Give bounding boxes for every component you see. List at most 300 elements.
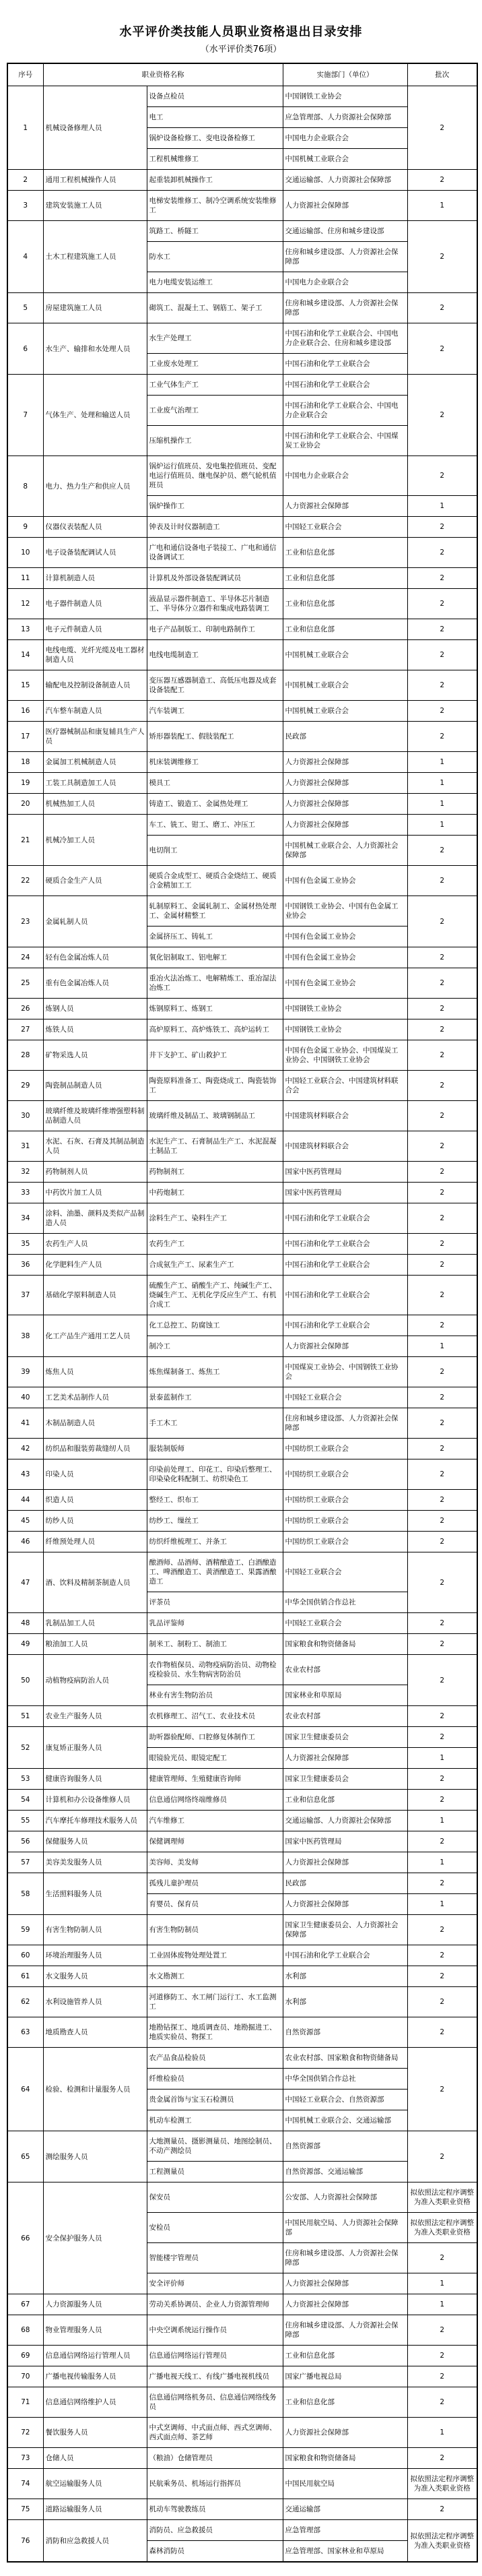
category-cell: 轻有色金属冶炼人员 (43, 947, 147, 968)
department-cell: 中国机械工业联合会 (283, 640, 407, 670)
department-cell: 工业和信息化部 (283, 538, 407, 568)
qualification-cell: 重冶火法冶炼工、电解精炼工、重冶湿法冶炼工 (147, 968, 283, 999)
qualification-cell: 锅炉设备检修工、变电设备检修工 (147, 128, 283, 149)
qualification-cell: 助听器验配师、口腔修复体制作工 (147, 1727, 283, 1748)
qualification-cell: 硬质合金成型工、硬质合金烧结工、硬质合金精加工工 (147, 866, 283, 896)
row-number-cell: 28 (7, 1040, 43, 1071)
category-cell: 纤维预处理人员 (43, 1532, 147, 1552)
department-cell: 住房和城乡建设部、人力资源社会保障部 (283, 1408, 407, 1439)
table-row (7, 1071, 477, 1101)
department-cell: 人力资源社会保障部 (283, 1894, 407, 1915)
department-cell: 人力资源社会保障部 (283, 2273, 407, 2294)
category-cell: 纺纱人员 (43, 1511, 147, 1532)
category-cell: 生活照料服务人员 (43, 1873, 147, 1915)
qualification-cell: 钟表及计时仪器制造工 (147, 517, 283, 538)
qual-table-body (7, 86, 477, 2563)
row-number-cell: 3 (7, 191, 43, 221)
qualification-cell: 井下支护工、矿山救护工 (147, 1040, 283, 1071)
row-number-cell: 32 (7, 1162, 43, 1183)
qualification-cell: 电切削工 (147, 836, 283, 866)
qualification-cell: 机动车检测工 (147, 2110, 283, 2131)
row-number-cell: 14 (7, 640, 43, 670)
batch-cell: 1 (407, 496, 477, 517)
qualification-cell: 农机修理工、沼气工、农业技术员 (147, 1706, 283, 1727)
department-cell: 工业和信息化部 (283, 568, 407, 589)
qualification-cell: 安检员 (147, 2213, 283, 2243)
department-cell: 中国建筑材料联合会 (283, 1131, 407, 1162)
department-cell: 人力资源社会保障部 (283, 773, 407, 794)
batch-cell: 2 (407, 2346, 477, 2366)
department-cell: 人力资源社会保障部 (283, 1748, 407, 1769)
category-cell: 环境治理服务人员 (43, 1945, 147, 1966)
department-cell: 中国轻工业联合会、自然资源部 (283, 2090, 407, 2110)
department-cell: 中国轻工业联合会 (283, 1613, 407, 1634)
row-number-cell: 58 (7, 1873, 43, 1915)
row-number-cell: 7 (7, 375, 43, 456)
category-cell: 重有色金属冶炼人员 (43, 968, 147, 999)
table-row (7, 1131, 477, 1162)
department-cell: 中国煤炭工业协会、中国钢铁工业协会 (283, 1357, 407, 1387)
category-cell: 信息通信网络维护人员 (43, 2387, 147, 2418)
category-cell: 电子器件制造人员 (43, 589, 147, 619)
row-number-cell: 35 (7, 1234, 43, 1255)
table-row (7, 1439, 477, 1459)
qualification-cell: 安全评价师 (147, 2273, 283, 2294)
department-cell: 人力资源社会保障部 (283, 1852, 407, 1873)
category-cell: 美容美发服务人员 (43, 1852, 147, 1873)
department-cell: 中国纺织工业联合会 (283, 1439, 407, 1459)
table-row (7, 1915, 477, 1945)
department-cell: 中国轻工业联合会 (283, 517, 407, 538)
category-cell: 化学肥料生产人员 (43, 1255, 147, 1276)
row-number-cell: 15 (7, 670, 43, 701)
qualification-cell: 整经工、织布工 (147, 1490, 283, 1511)
batch-cell: 1 (407, 1894, 477, 1915)
qualification-cell: 保安员 (147, 2182, 283, 2213)
batch-cell: 2 (407, 1183, 477, 1203)
table-row (7, 701, 477, 722)
department-cell: 住房和城乡建设部、人力资源社会保障部 (283, 2315, 407, 2346)
row-number-cell: 52 (7, 1727, 43, 1769)
batch-cell: 2 (407, 1655, 477, 1706)
table-row (7, 1852, 477, 1873)
row-number-cell: 50 (7, 1655, 43, 1706)
table-row (7, 2387, 477, 2418)
row-number-cell: 68 (7, 2315, 43, 2346)
department-cell: 农业农村部、国家粮食和物资储备局 (283, 2048, 407, 2069)
category-cell: 计算机制造人员 (43, 568, 147, 589)
batch-cell: 2 (407, 1613, 477, 1634)
row-number-cell: 4 (7, 221, 43, 293)
batch-cell: 2 (407, 1276, 477, 1315)
batch-cell: 2 (407, 1439, 477, 1459)
qualification-cell: 涂料生产工、染料生产工 (147, 1203, 283, 1234)
table-row (7, 896, 477, 926)
batch-cell: 1 (407, 191, 477, 221)
batch-cell: 2 (407, 1040, 477, 1071)
qualification-cell: 信息通信网络终端维修员 (147, 1790, 283, 1811)
table-row (7, 968, 477, 999)
batch-cell: 2 (407, 456, 477, 496)
row-number-cell: 53 (7, 1769, 43, 1790)
category-cell: 电线电缆、光纤光缆及电工器材制造人员 (43, 640, 147, 670)
batch-cell: 2 (407, 1511, 477, 1532)
qualification-cell: 电梯安装维修工、制冷空调系统安装维修工 (147, 191, 283, 221)
category-cell: 玻璃纤维及玻璃纤维增强塑料制品制造人员 (43, 1101, 147, 1131)
table-row (7, 1966, 477, 1987)
qualification-cell: 制冷工 (147, 1336, 283, 1357)
qualification-cell: 育婴员、保育员 (147, 1894, 283, 1915)
row-number-cell: 54 (7, 1790, 43, 1811)
qualification-cell: 有害生物防制员 (147, 1915, 283, 1945)
category-cell: 地质勘查人员 (43, 2017, 147, 2048)
table-row (7, 1459, 477, 1490)
category-cell: 人力资源服务人员 (43, 2294, 147, 2315)
table-row (7, 1727, 477, 1748)
row-number-cell: 51 (7, 1706, 43, 1727)
batch-cell: 2 (407, 1769, 477, 1790)
department-cell: 应急管理部、国家林业和草原局 (283, 2541, 407, 2563)
table-row (7, 1552, 477, 1592)
qualification-cell: 防水工 (147, 242, 283, 272)
category-cell: 汽车整车制造人员 (43, 701, 147, 722)
row-number-cell: 34 (7, 1203, 43, 1234)
department-cell: 中国有色金属工业协会 (283, 926, 407, 947)
row-number-cell: 59 (7, 1915, 43, 1945)
qualification-cell: 水生产处理工 (147, 323, 283, 354)
category-cell: 化工产品生产通用工艺人员 (43, 1315, 147, 1357)
row-number-cell: 20 (7, 794, 43, 815)
row-number-cell: 33 (7, 1183, 43, 1203)
batch-cell: 2 (407, 836, 477, 866)
table-header-row (7, 63, 477, 86)
header-department: 实施部门（单位） (283, 63, 407, 86)
department-cell: 工业和信息化部 (283, 1790, 407, 1811)
row-number-cell: 69 (7, 2346, 43, 2366)
qualification-cell: 设备点检员 (147, 86, 283, 107)
row-number-cell: 5 (7, 293, 43, 323)
row-number-cell: 26 (7, 999, 43, 1019)
row-number-cell: 30 (7, 1101, 43, 1131)
qualification-cell: 工业废气治理工 (147, 396, 283, 426)
qualification-cell: 电工 (147, 107, 283, 128)
batch-cell: 1 (407, 2294, 477, 2315)
batch-cell: 2 (407, 701, 477, 722)
row-number-cell: 8 (7, 456, 43, 517)
qualification-cell: 锅炉运行值班员、发电集控值班员、变配电运行值班员、继电保护员、燃气轮机值班员 (147, 456, 283, 496)
table-row (7, 1203, 477, 1234)
category-cell: 金属轧制人员 (43, 896, 147, 947)
department-cell: 应急管理部、人力资源社会保障部 (283, 107, 407, 128)
qualification-cell: 眼镜验光员、眼镜定配工 (147, 1748, 283, 1769)
row-number-cell: 74 (7, 2469, 43, 2499)
table-row (7, 1101, 477, 1131)
qualification-cell: 筑路工、桥隧工 (147, 221, 283, 242)
table-row (7, 1945, 477, 1966)
department-cell: 中国石油和化学工业联合会、中国电力企业联合会 (283, 396, 407, 426)
row-number-cell: 63 (7, 2017, 43, 2048)
row-number-cell: 21 (7, 815, 43, 866)
batch-cell: 2 (407, 1101, 477, 1131)
department-cell: 农业农村部 (283, 1706, 407, 1727)
category-cell: 信息通信网络运行管理人员 (43, 2346, 147, 2366)
category-cell: 矿物采选人员 (43, 1040, 147, 1071)
table-row (7, 375, 477, 396)
batch-cell: 1 (407, 1811, 477, 1831)
table-row (7, 2366, 477, 2387)
row-number-cell: 61 (7, 1966, 43, 1987)
table-row (7, 640, 477, 670)
batch-cell: 拟依照法定程序调整为准入类职业资格 (407, 2469, 477, 2499)
row-number-cell: 6 (7, 323, 43, 375)
department-cell: 国家林业和草原局 (283, 1685, 407, 1706)
category-cell: 农业生产服务人员 (43, 1706, 147, 1727)
batch-cell: 2 (407, 1727, 477, 1748)
qualification-cell: 信息通信网络机务员、信息通信网络线务员 (147, 2387, 283, 2418)
qualification-cell: 服装制版师 (147, 1439, 283, 1459)
table-row (7, 1532, 477, 1552)
department-cell: 中国石油和化学工业联合会 (283, 354, 407, 375)
qualification-cell: 计算机及外部设备装配调试员 (147, 568, 283, 589)
qualification-cell: 水泥生产工、石膏制品生产工、水泥混凝土制品工 (147, 1131, 283, 1162)
row-number-cell: 72 (7, 2418, 43, 2448)
qualification-cell: 消防员、应急救援员 (147, 2520, 283, 2541)
qualification-cell: 玻璃纤维及制品工、玻璃钢制品工 (147, 1101, 283, 1131)
qualification-cell: 车工、铣工、钳工、磨工、冲压工 (147, 815, 283, 836)
department-cell: 中国机械工业联合会 (283, 670, 407, 701)
row-number-cell: 60 (7, 1945, 43, 1966)
table-row (7, 722, 477, 752)
department-cell: 人力资源社会保障部 (283, 815, 407, 836)
qualification-cell: 工业气体生产工 (147, 375, 283, 396)
category-cell: 硬质合金生产人员 (43, 866, 147, 896)
row-number-cell: 38 (7, 1315, 43, 1357)
table-row (7, 2418, 477, 2448)
header-no: 序号 (7, 63, 43, 86)
table-row (7, 1634, 477, 1655)
table-row (7, 1040, 477, 1071)
row-number-cell: 23 (7, 896, 43, 947)
row-number-cell: 22 (7, 866, 43, 896)
department-cell: 中华全国供销合作总社 (283, 1592, 407, 1613)
batch-cell: 2 (407, 1203, 477, 1234)
category-cell: 机械热加工人员 (43, 794, 147, 815)
row-number-cell: 65 (7, 2131, 43, 2182)
qualification-cell: 广播电视天线工、有线广播电视机线员 (147, 2366, 283, 2387)
department-cell: 中国电力企业联合会 (283, 128, 407, 149)
department-cell: 中国机械工业联合会、人力资源社会保障部 (283, 836, 407, 866)
department-cell: 工业和信息化部 (283, 589, 407, 619)
department-cell: 住房和城乡建设部、人力资源社会保障部 (283, 293, 407, 323)
table-row (7, 1183, 477, 1203)
table-row (7, 1987, 477, 2017)
batch-cell: 2 (407, 2017, 477, 2048)
batch-cell: 1 (407, 815, 477, 836)
qualification-cell: 炼钢原料工、炼钢工 (147, 999, 283, 1019)
batch-cell: 2 (407, 2315, 477, 2346)
batch-cell: 2 (407, 568, 477, 589)
department-cell: 中国钢铁工业协会 (283, 1019, 407, 1040)
table-row (7, 221, 477, 242)
batch-cell: 1 (407, 1336, 477, 1357)
department-cell: 中国钢铁工业协会、中国有色金属工业协会 (283, 896, 407, 926)
row-number-cell: 48 (7, 1613, 43, 1634)
table-row (7, 794, 477, 815)
batch-cell: 2 (407, 2243, 477, 2273)
qualification-cell: 铸造工、锻造工、金属热处理工 (147, 794, 283, 815)
department-cell: 中国有色金属工业协会 (283, 947, 407, 968)
qualification-cell: 轧制原料工、金属轧制工、金属材热处理工、金属材精整工 (147, 896, 283, 926)
row-number-cell: 75 (7, 2499, 43, 2520)
row-number-cell: 27 (7, 1019, 43, 1040)
table-row (7, 2017, 477, 2048)
department-cell: 中国石油和化学工业联合会 (283, 1276, 407, 1315)
table-row (7, 2182, 477, 2213)
category-cell: 气体生产、处理和输送人员 (43, 375, 147, 456)
table-row (7, 752, 477, 773)
category-cell: 机械冷加工人员 (43, 815, 147, 866)
category-cell: 农药生产人员 (43, 1234, 147, 1255)
batch-cell: 拟依照法定程序调整为准入类职业资格 (407, 2182, 477, 2213)
batch-cell: 2 (407, 2499, 477, 2520)
batch-cell: 2 (407, 722, 477, 752)
category-cell: 炼铁人员 (43, 1019, 147, 1040)
table-row (7, 1019, 477, 1040)
table-row (7, 1408, 477, 1439)
batch-cell: 2 (407, 538, 477, 568)
department-cell: 国家卫生健康委员会 (283, 1769, 407, 1790)
table-row (7, 999, 477, 1019)
table-row (7, 2448, 477, 2469)
table-row (7, 1162, 477, 1183)
qualification-table (7, 63, 478, 2563)
batch-cell: 拟依照法定程序调整为准入类职业资格 (407, 2213, 477, 2243)
qualification-cell: 炼焦煤制备工、炼焦工 (147, 1357, 283, 1387)
department-cell: 中国石油和化学工业联合会 (283, 375, 407, 396)
row-number-cell: 41 (7, 1408, 43, 1439)
row-number-cell: 46 (7, 1532, 43, 1552)
batch-cell: 2 (407, 1790, 477, 1811)
qualification-cell: 评茶员 (147, 1592, 283, 1613)
table-row (7, 456, 477, 496)
batch-cell: 2 (407, 1966, 477, 1987)
department-cell: 国家卫生健康委员会、人力资源社会保障部 (283, 1915, 407, 1945)
batch-cell: 2 (407, 86, 477, 170)
batch-cell: 2 (407, 1071, 477, 1101)
batch-cell: 1 (407, 1852, 477, 1873)
qualification-cell: 制米工、制粉工、制油工 (147, 1634, 283, 1655)
batch-cell: 2 (407, 968, 477, 999)
qualification-cell: 景泰蓝制作工 (147, 1387, 283, 1408)
category-cell: 健康咨询服务人员 (43, 1769, 147, 1790)
category-cell: 检验、检测和计量服务人员 (43, 2048, 147, 2131)
batch-cell: 2 (407, 619, 477, 640)
batch-cell: 2 (407, 640, 477, 670)
department-cell: 民政部 (283, 722, 407, 752)
category-cell: 炼焦人员 (43, 1357, 147, 1387)
row-number-cell: 29 (7, 1071, 43, 1101)
qualification-cell: 美容师、美发师 (147, 1852, 283, 1873)
table-row (7, 1255, 477, 1276)
department-cell: 中华全国供销合作总社 (283, 2069, 407, 2090)
qualification-cell: 矫形器装配工、假肢装配工 (147, 722, 283, 752)
table-row (7, 1511, 477, 1532)
row-number-cell: 39 (7, 1357, 43, 1387)
category-cell: 基础化学原料制造人员 (43, 1276, 147, 1315)
table-row (7, 1790, 477, 1811)
category-cell: 工艺美术品制作人员 (43, 1387, 147, 1408)
batch-cell: 2 (407, 2366, 477, 2387)
row-number-cell: 42 (7, 1439, 43, 1459)
table-row (7, 589, 477, 619)
table-row (7, 1831, 477, 1852)
table-row (7, 1276, 477, 1315)
department-cell: 国家广播电视总局 (283, 2366, 407, 2387)
batch-cell: 1 (407, 773, 477, 794)
category-cell: 药物制剂人员 (43, 1162, 147, 1183)
batch-cell: 2 (407, 375, 477, 456)
qualification-cell: 液晶显示器件制造工、半导体芯片制造工、半导体分立器件和集成电路装调工 (147, 589, 283, 619)
category-cell: 中药饮片加工人员 (43, 1183, 147, 1203)
table-row (7, 1234, 477, 1255)
table-row (7, 2469, 477, 2499)
batch-cell: 2 (407, 1387, 477, 1408)
batch-cell: 1 (407, 1748, 477, 1769)
row-number-cell: 43 (7, 1459, 43, 1490)
table-row (7, 170, 477, 191)
qualification-cell: 压缩机操作工 (147, 426, 283, 456)
table-row (7, 1387, 477, 1408)
row-number-cell: 17 (7, 722, 43, 752)
department-cell: 中国机械工业联合会、交通运输部 (283, 2110, 407, 2131)
qualification-cell: 变压器互感器制造工、高低压电器及成套设备装配工 (147, 670, 283, 701)
department-cell: 国家中医药管理局 (283, 1831, 407, 1852)
category-cell: 电子设备装配调试人员 (43, 538, 147, 568)
department-cell: 中国民用航空局 (283, 2469, 407, 2499)
table-row (7, 191, 477, 221)
table-row (7, 2294, 477, 2315)
qualification-cell: 纤维检验员 (147, 2069, 283, 2090)
qualification-cell: 中央空调系统运行操作员 (147, 2315, 283, 2346)
category-cell: 康复矫正服务人员 (43, 1727, 147, 1769)
department-cell: 中国轻工业联合会、中国建筑材料联合会 (283, 1071, 407, 1101)
batch-cell: 2 (407, 1255, 477, 1276)
qualification-cell: 农药生产工 (147, 1234, 283, 1255)
department-cell: 交通运输部、住房和城乡建设部 (283, 221, 407, 242)
department-cell: 应急管理部 (283, 2520, 407, 2541)
department-cell: 民政部 (283, 1873, 407, 1894)
department-cell: 国家粮食和物资储备局 (283, 2448, 407, 2469)
batch-cell: 2 (407, 221, 477, 293)
category-cell: 建筑安装施工人员 (43, 191, 147, 221)
table-row (7, 670, 477, 701)
department-cell: 人力资源社会保障部 (283, 752, 407, 773)
qualification-cell: 机动车驾驶教练员 (147, 2499, 283, 2520)
category-cell: 广播电视传输服务人员 (43, 2366, 147, 2387)
batch-cell: 2 (407, 1490, 477, 1511)
department-cell: 中国纺织工业联合会 (283, 1459, 407, 1490)
department-cell: 中国有色金属工业协会 (283, 866, 407, 896)
department-cell: 公安部、人力资源社会保障部 (283, 2182, 407, 2213)
category-cell: 安全保护服务人员 (43, 2182, 147, 2294)
qualification-cell: 合成氨生产工、尿素生产工 (147, 1255, 283, 1276)
batch-cell: 1 (407, 2418, 477, 2448)
table-row (7, 568, 477, 589)
qualification-cell: 手工木工 (147, 1408, 283, 1439)
row-number-cell: 55 (7, 1811, 43, 1831)
department-cell: 水利部 (283, 1966, 407, 1987)
category-cell: 保健服务人员 (43, 1831, 147, 1852)
